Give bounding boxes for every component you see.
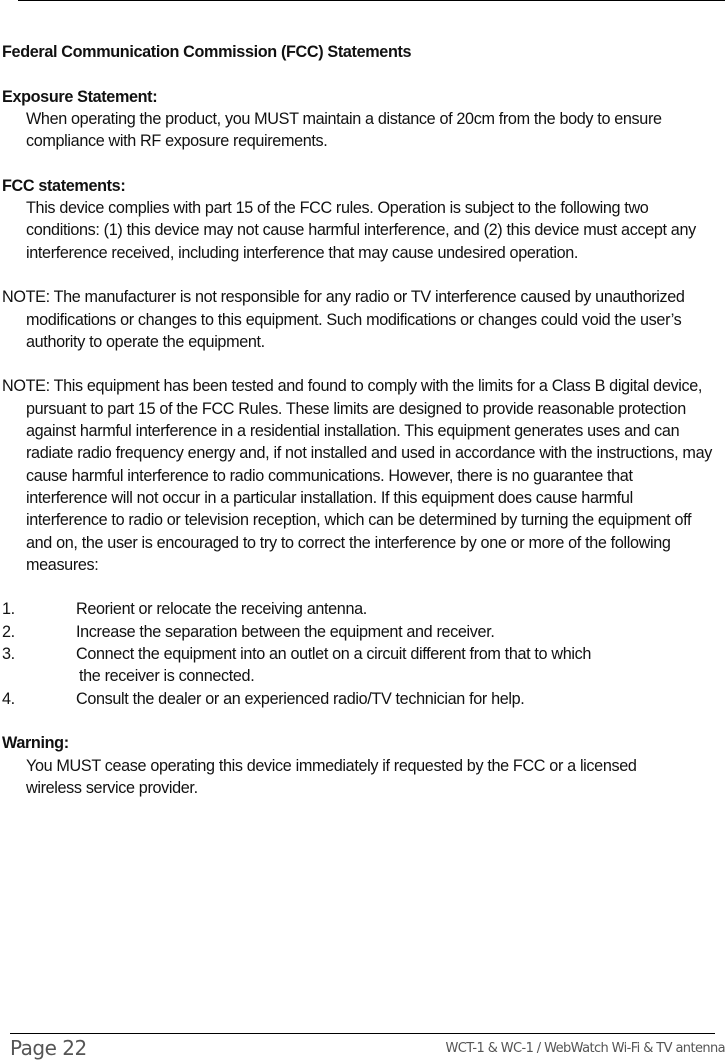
list-item	[2, 643, 725, 688]
fcc-body: This device complies with part 15 of the FCC rules. Operation is subject to the following two conditions: (1) this device may not cause harmful interference, and (2) this device must accept any interference received, including interference that may cause undesired operation.	[26, 199, 696, 262]
list-text-continued: the receiver is connected.	[79, 667, 255, 686]
list-text: Increase the separation between the equipment and receiver.	[76, 622, 495, 641]
document-title-footer: WCT-1 & WC-1 / WebWatch Wi-Fi & TV antenna	[445, 1041, 725, 1056]
list-number: 4.	[2, 689, 15, 708]
measures-list	[2, 598, 725, 709]
list-number: 3.	[2, 645, 15, 664]
warning-body: You MUST cease operating this device immediately if requested by the FCC or a licensed wireless service provider.	[26, 756, 637, 797]
note-class-b: NOTE: This equipment has been tested and found to comply with the limits for a Class B digital device, pursuant to part 15 of the FCC Rules. These limits are designed to provide reasonable protection against harmful interference in a residential installation. This equipment generates uses and can radiate radio frequency energy and, if not installed and used in accordance with the instructions, may cause harmful interference to radio communications. However, there is no guarantee that interference will not occur in a particular installation. If this equipment does cause harmful interference to radio or television reception, which can be determined by turning the equipment off and on, the user is encouraged to try to correct the interference by one or more of the following measures:	[2, 377, 712, 574]
list-text: Reorient or relocate the receiving antenna.	[76, 600, 367, 619]
header-rule	[18, 0, 725, 1]
list-text: Connect the equipment into an outlet on a circuit different from that to which	[76, 645, 591, 664]
list-number: 1.	[2, 600, 15, 619]
list-number: 2.	[2, 622, 15, 641]
list-item	[2, 688, 725, 710]
page-number: Page 22	[10, 1036, 87, 1060]
document-body	[2, 41, 725, 799]
list-item	[2, 621, 725, 643]
note-manufacturer: NOTE: The manufacturer is not responsible for any radio or TV interference caused by unauthorized modifications or changes to this equipment. Such modifications or changes could void the user’s authority to operate the equipment.	[2, 288, 685, 351]
footer-rule	[10, 1033, 715, 1034]
exposure-body: When operating the product, you MUST maintain a distance of 20cm from the body to ensure compliance with RF exposure requirements.	[26, 109, 662, 151]
list-item	[2, 598, 725, 620]
warning-heading: Warning:	[2, 734, 69, 753]
list-text: Consult the dealer or an experienced radio/TV technician for help.	[76, 689, 525, 708]
fcc-heading: FCC statements:	[2, 176, 126, 195]
exposure-heading: Exposure Statement:	[2, 87, 158, 106]
page-title: Federal Communication Commission (FCC) Statements	[2, 43, 412, 61]
